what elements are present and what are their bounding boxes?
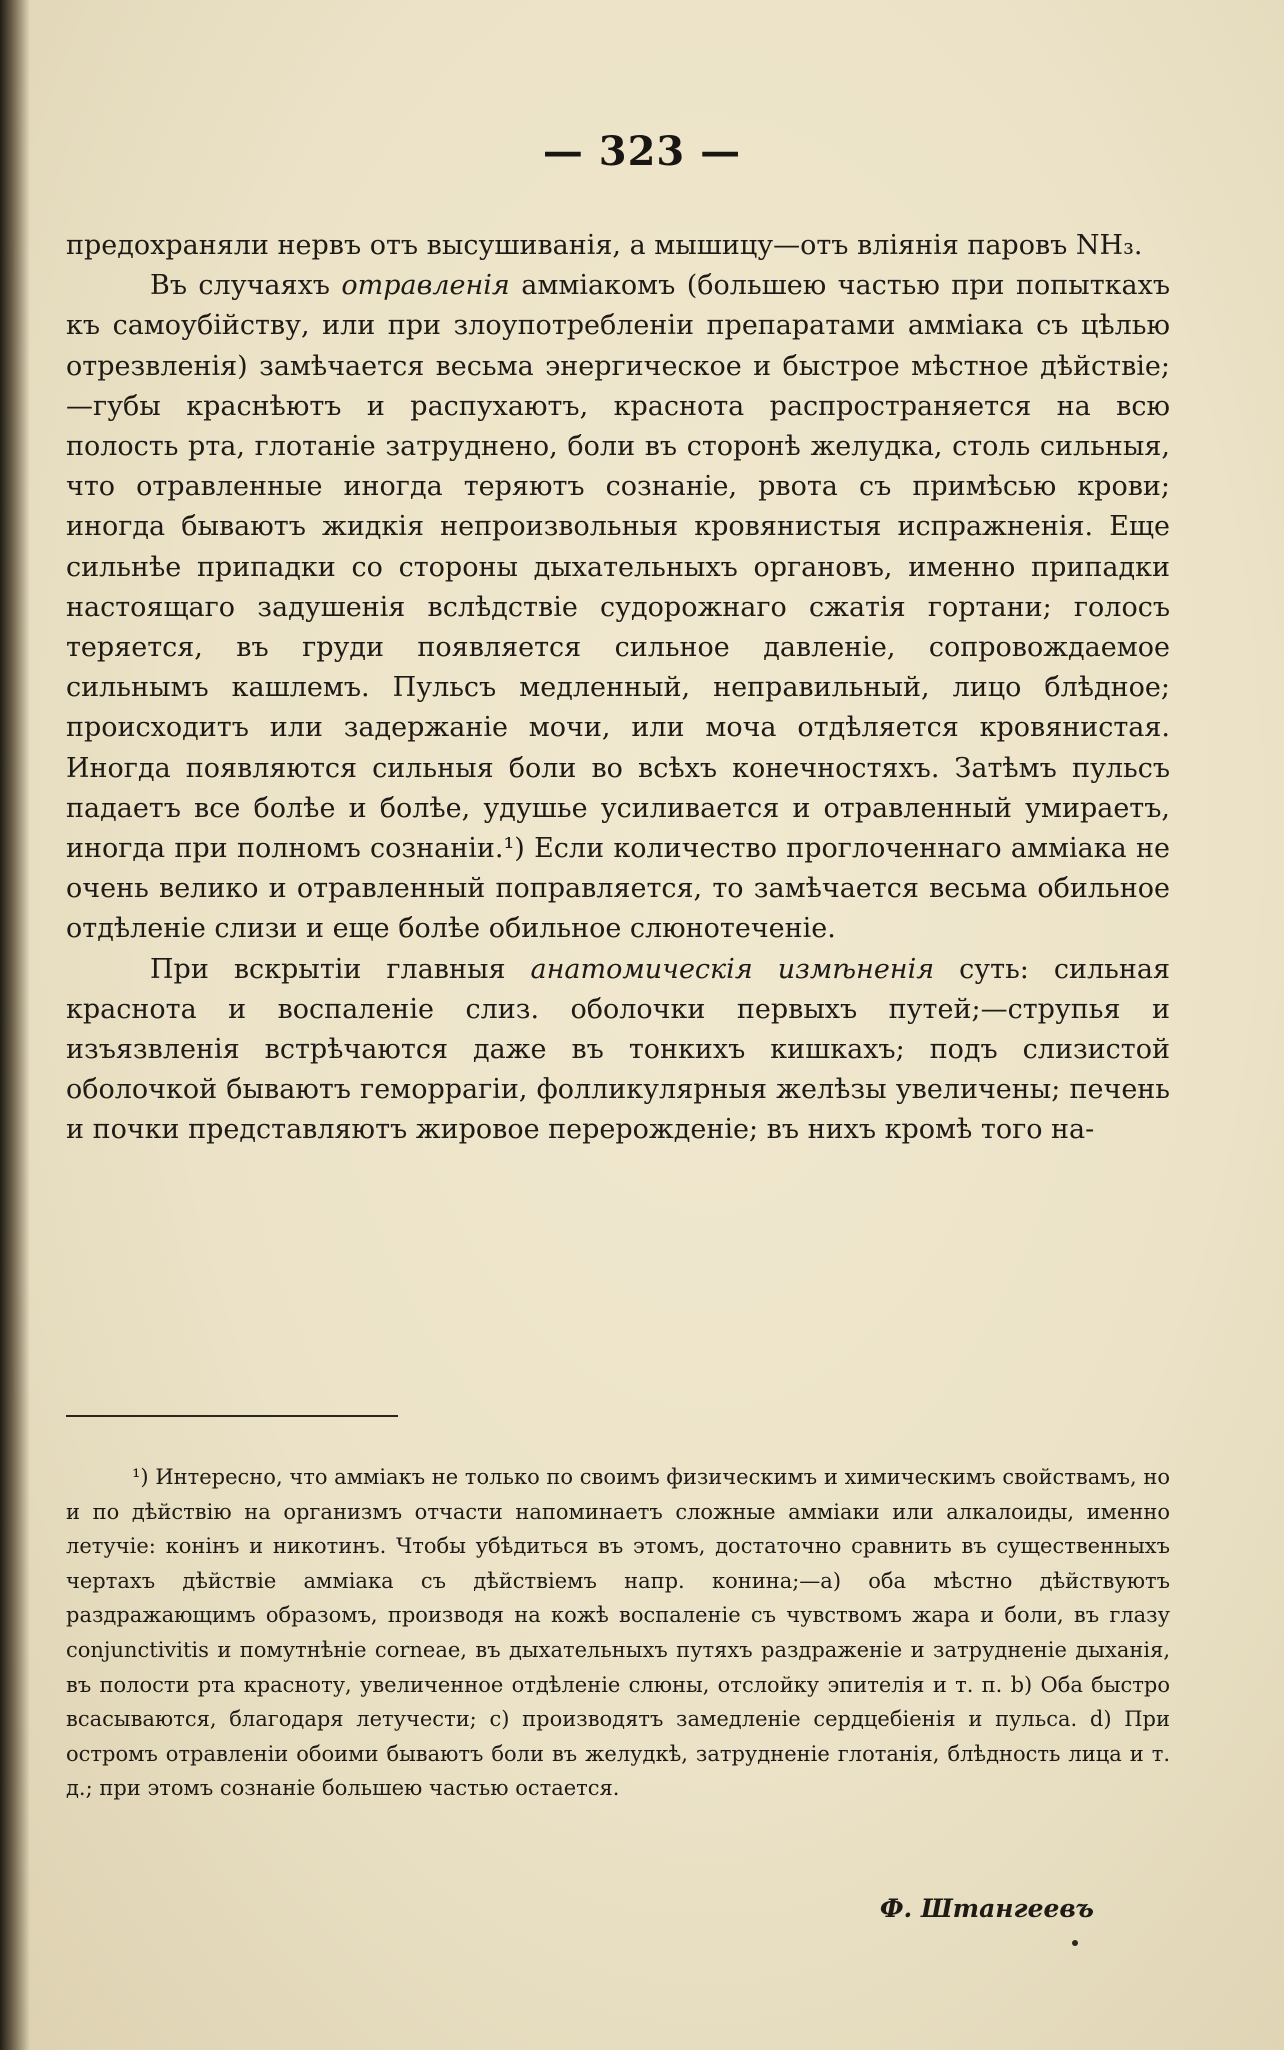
- binding-shadow: [0, 0, 30, 2050]
- footnote-divider: [66, 1415, 398, 1417]
- main-text: [66, 226, 1170, 1151]
- paragraph-2-lead: Въ случаяхъ: [150, 270, 342, 302]
- paragraph-3: [66, 950, 1170, 1151]
- paragraph-3-lead: При вскрытіи главныя: [150, 953, 531, 985]
- paragraph-3-rest: суть: сильная краснота и воспаленіе слиз. оболочки первыхъ путей;—струпья и изъязвленія встрѣчаются даже въ тонкихъ кишкахъ; подъ слизистой оболочкой бываютъ геморрагіи, фолликулярныя желѣзы увеличены; печень и почки представляютъ жировое перерожденіе; въ нихъ кромѣ того на-: [66, 953, 1170, 1146]
- footnote-text: ¹) Интересно, что амміакъ не только по своимъ физическимъ и химическимъ свойствамъ, но и по дѣйствію на организмъ отчасти напоминаетъ сложные амміаки или алкалоиды, именно летучіе: конінъ и никотинъ. Чтобы убѣдиться въ этомъ, достаточно сравнить въ существенныхъ чертахъ дѣйствіе амміака съ дѣйствіемъ напр. конина;—a) оба мѣстно дѣйствуютъ раздражающимъ образомъ, производя на кожѣ воспаленіе съ чувствомъ жара и боли, въ глазу conjunctivitis и помутнѣніе corneae, въ дыхательныхъ путяхъ раздраженіе и затрудненіе дыханія, въ полости рта красноту, увеличенное отдѣленіе слюны, отслойку эпителія и т. п. b) Оба быстро всасываются, благодаря летучести; c) производятъ замедленіе сердцебіенія и пульса. d) При остромъ отравленіи обоими бываютъ боли въ желудкѣ, затрудненіе глотанія, блѣдность лица и т. д.; при этомъ сознаніе большею частью остается.: [66, 1465, 1170, 1801]
- paragraph-3-italic-term: анатомическія измѣненія: [530, 953, 935, 985]
- paragraph-2: [66, 266, 1170, 949]
- page-number: — 323 —: [542, 128, 742, 175]
- paragraph-2-rest: амміакомъ (большею частью при попыткахъ къ самоубійству, или при злоупотребленіи препаратами амміака съ цѣлью отрезвленія) замѣчается весьма энергическое и быстрое мѣстное дѣйствіе;—губы краснѣютъ и распухаютъ, краснота распространяется на всю полость рта, глотаніе затруднено, боли въ сторонѣ желудка, столь сильныя, что отравленные иногда теряютъ сознаніе, рвота съ примѣсью крови; иногда бываютъ жидкія непроизвольныя кровянистыя испражненія. Еще сильнѣе припадки со стороны дыхательныхъ органовъ, именно припадки настоящаго задушенія вслѣдствіе судорожнаго сжатія гортани; голосъ теряется, въ груди появляется сильное давленіе, сопровождаемое сильнымъ кашлемъ. Пульсъ медленный, неправильный, лицо блѣдное; происходитъ или задержаніе мочи, или моча отдѣляется кровянистая. Иногда появляются сильныя боли во всѣхъ конечностяхъ. Затѣмъ пульсъ падаетъ все болѣе и болѣе, удушье усиливается и отравленный умираетъ, иногда при полномъ сознаніи.¹) Если количество проглоченнаго амміака не очень велико и отравленный поправляется, то замѣчается весьма обильное отдѣленіе слизи и еще болѣе обильное слюнотеченіе.: [66, 270, 1171, 945]
- paragraph-1: предохраняли нервъ отъ высушиванія, а мышицу—отъ вліянія паровъ NH₃.: [66, 230, 1143, 261]
- author-signature: Ф. Штангеевъ: [879, 1894, 1094, 1923]
- footnote: [66, 1460, 1170, 1806]
- paragraph-2-italic-term: отравленія: [341, 270, 510, 302]
- ink-speck: [1072, 1940, 1078, 1946]
